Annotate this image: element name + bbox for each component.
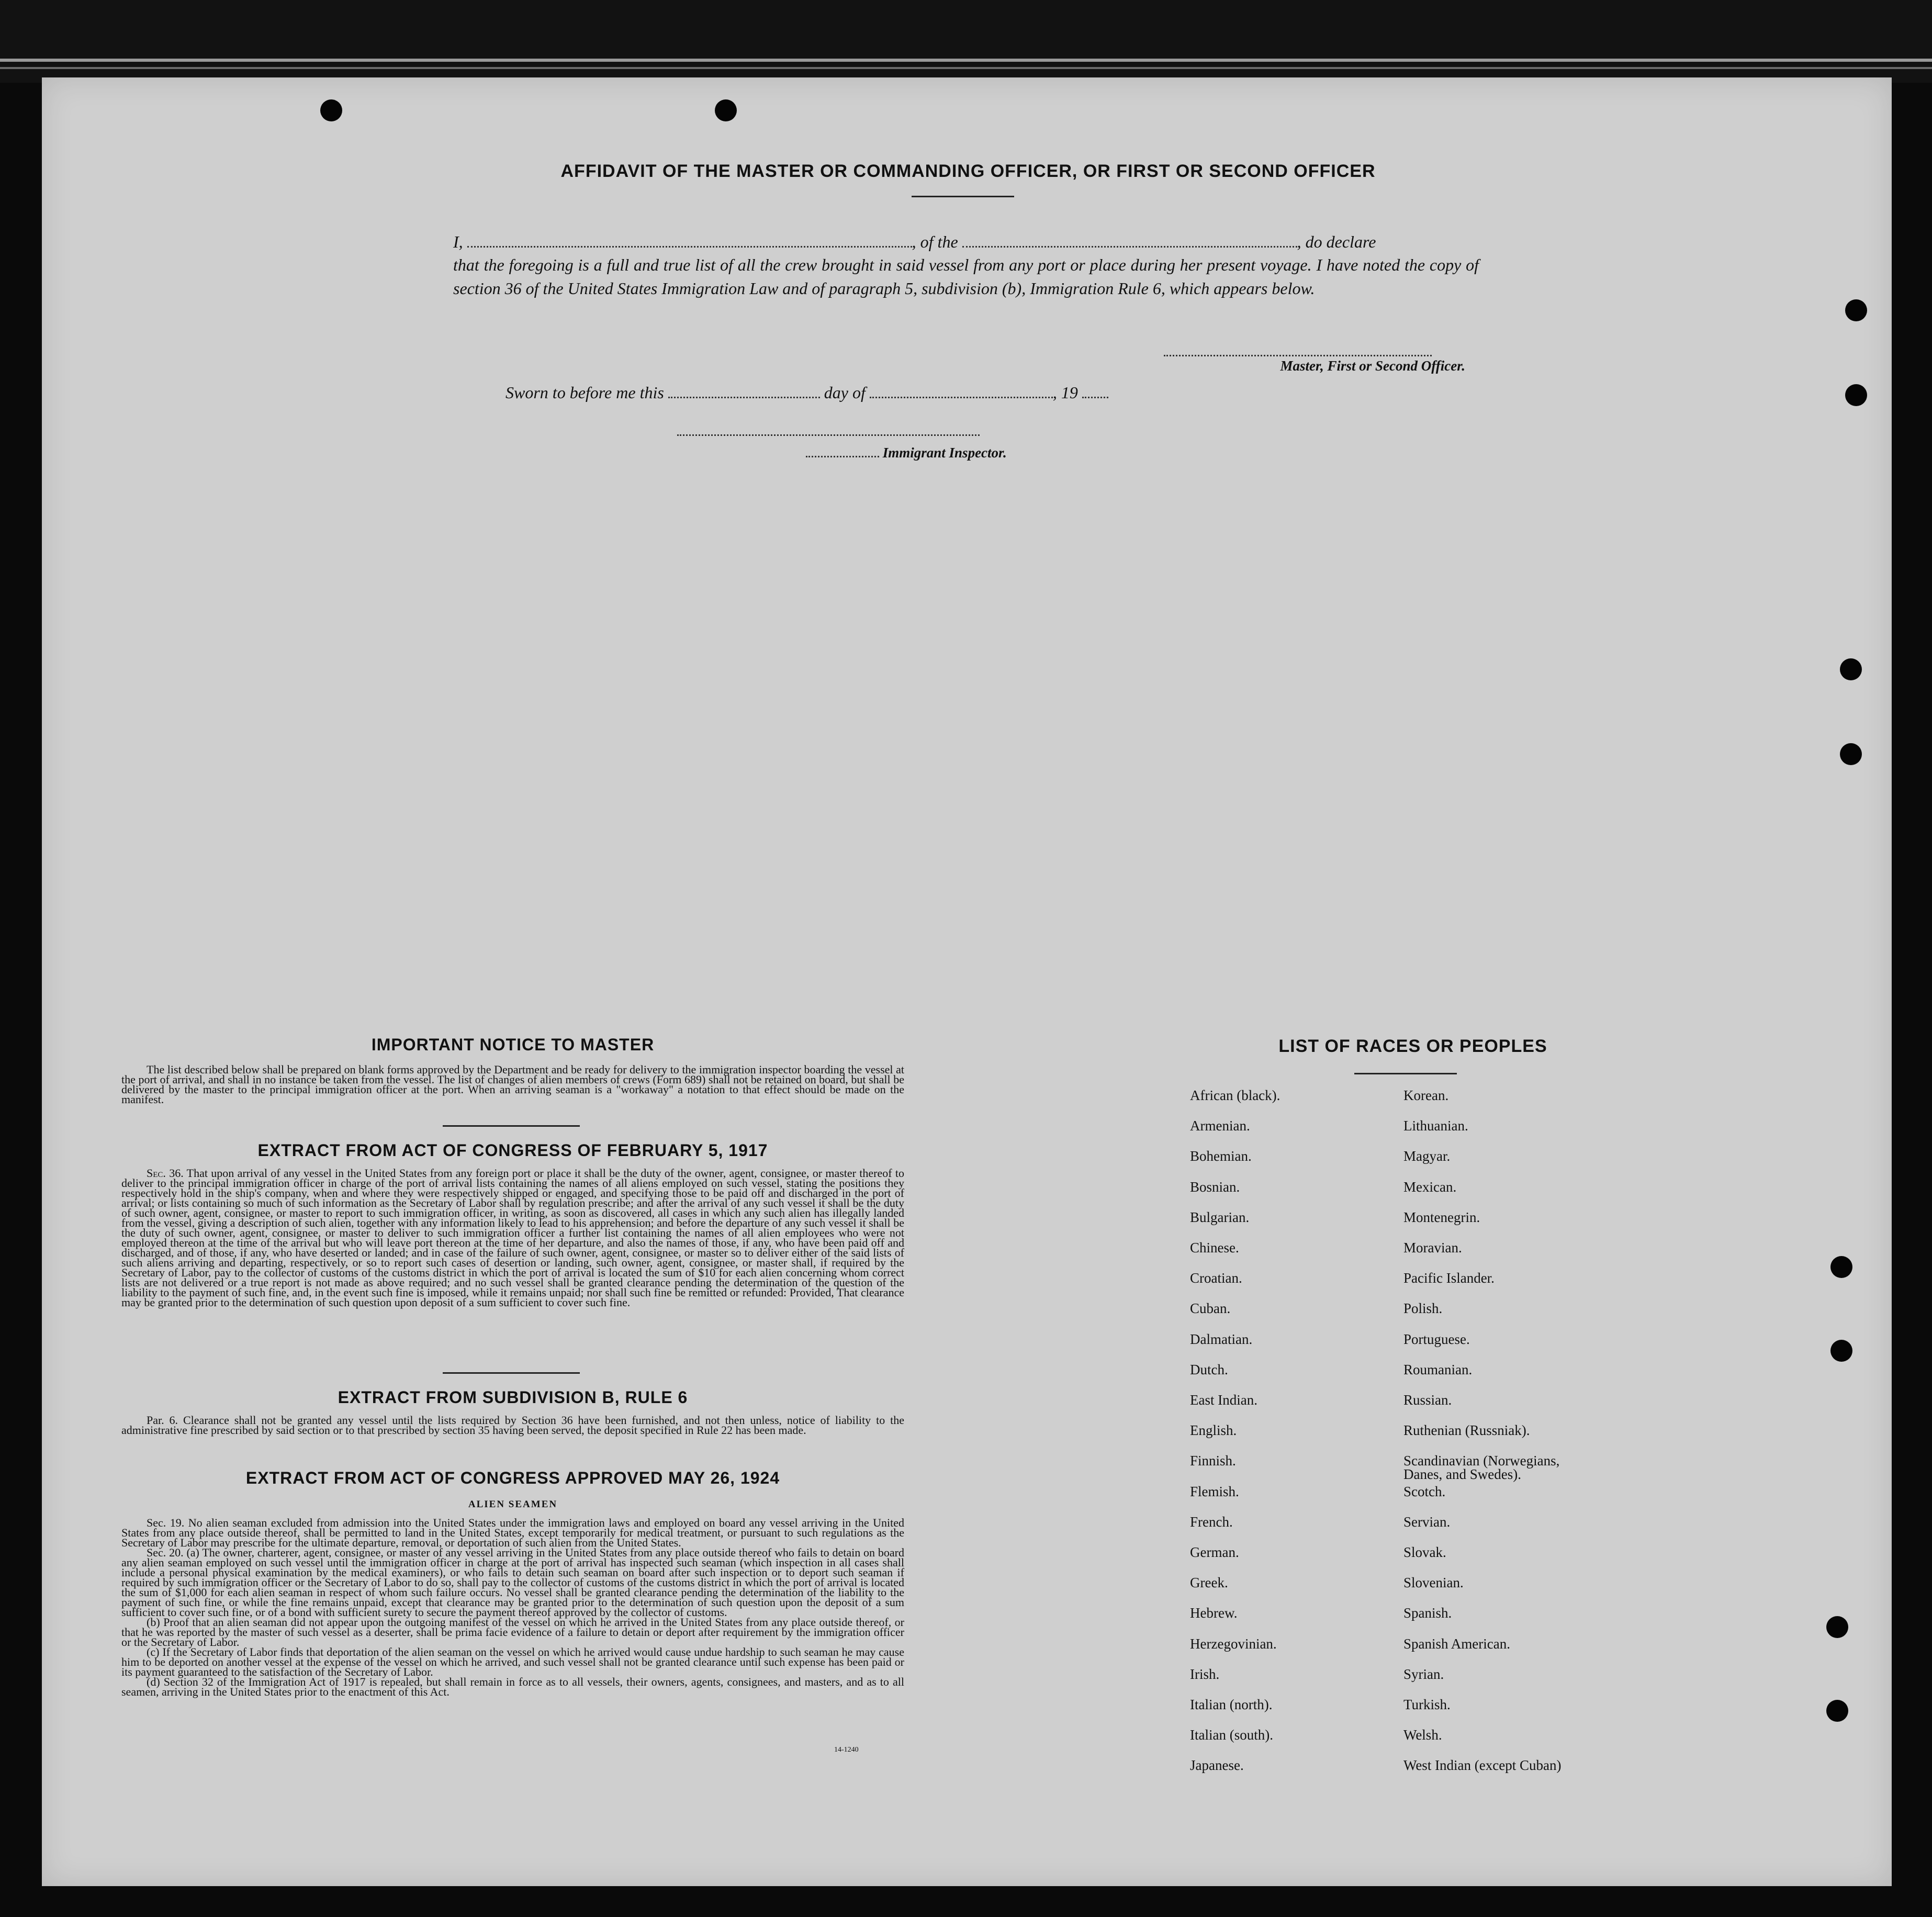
affidavit-declaration-line [453, 230, 1479, 252]
race-item: English. [1190, 1422, 1237, 1438]
inspector-dash [806, 445, 879, 457]
race-item: Ruthenian (Russniak). [1403, 1422, 1530, 1438]
race-item: East Indian. [1190, 1392, 1257, 1408]
race-item: Chinese. [1190, 1240, 1239, 1255]
race-item: Pacific Islander. [1403, 1270, 1495, 1286]
extract-1924-title: EXTRACT FROM ACT OF CONGRESS APPROVED MAY 26, 1924 [245, 1468, 780, 1487]
sworn-label: Sworn to before me this [506, 383, 664, 402]
of-the-label: , of the [912, 232, 958, 251]
race-item: Italian (south). [1190, 1727, 1273, 1743]
affidavit-title: AFFIDAVIT OF THE MASTER OR COMMANDING OFFICER, OR FIRST OR SECOND OFFICER [560, 161, 1376, 181]
do-declare-label: , do declare [1297, 232, 1376, 251]
alien-seamen-subtitle: ALIEN SEAMEN [468, 1499, 558, 1510]
sworn-day-field[interactable] [668, 381, 820, 398]
race-item: Finnish. [1190, 1453, 1236, 1468]
race-item: Polish. [1403, 1301, 1443, 1316]
race-item: Servian. [1403, 1514, 1451, 1530]
race-item: Armenian. [1190, 1118, 1250, 1134]
race-item: Lithuanian. [1403, 1118, 1468, 1134]
race-item: Scandinavian (Norwegians, Danes, and Swedes). [1403, 1453, 1560, 1482]
race-item: Magyar. [1403, 1148, 1451, 1164]
race-item: Roumanian. [1403, 1362, 1473, 1377]
notice-title: IMPORTANT NOTICE TO MASTER [371, 1035, 655, 1054]
race-item: Moravian. [1403, 1240, 1462, 1255]
extract-1917-body [121, 1168, 904, 1307]
race-item: Slovak. [1403, 1544, 1446, 1560]
race-item: West Indian (except Cuban) [1403, 1757, 1562, 1773]
race-item: African (black). [1190, 1088, 1280, 1103]
race-item: Spanish American. [1403, 1636, 1510, 1652]
race-item: Irish. [1190, 1666, 1220, 1682]
sec-19-paragraph: Sec. 19. No alien seaman excluded from admission into the United States under the immigration laws and employed on board any vessel arriving in the United States from any place outside thereof, shall be permitted to land in the United States, except temporarily for medical treatment, or pursuant to such regulations as the Secretary of Labor may prescribe for the ultimate departure, removal, or deportation of such alien from the United States. [121, 1516, 904, 1549]
race-item: Dalmatian. [1190, 1331, 1253, 1347]
vessel-name-field[interactable] [962, 230, 1297, 248]
race-item: Italian (north). [1190, 1697, 1273, 1712]
scanner-top-band [0, 0, 1932, 83]
form-number: 14-1240 [834, 1746, 859, 1754]
race-item: Russian. [1403, 1392, 1452, 1408]
affidavit-body: that the foregoing is a full and true list of all the crew brought in said vessel from any port or place during her present voyage. I have noted the copy of section 36 of the United States Immigration Law and of paragraph 5, subdivision (b), Immigration Rule 6, which appears below. [453, 255, 1479, 298]
sec-20a-paragraph: Sec. 20. (a) The owner, charterer, agent, consignee, or master of any vessel arriving in the United States from any place outside thereof who fails to detain on board any alien seaman employed on such vessel until the immigration officer in charge at the port of arrival has inspected such seaman (which inspection in all cases shall include a personal physical examination by the medical examiners), or who fails to detain such seaman on board after such inspection or to deport such seaman if required by such immigration officer or the Secretary of Labor to do so, shall pay to the collector of customs of the customs district in which the port of arrival is located the sum of $1,000 for each alien seaman in respect of whom such failure occurs. No vessel shall be granted clearance pending the determination of the liability to the payment of such fine, or while the fine remains unpaid, except that clearance may be granted prior to the determination of such question upon the deposit of a sum sufficient to cover such fine, or of a bond with sufficient surety to secure the payment thereof approved by the collector of customs. [121, 1546, 904, 1619]
races-title-rule [1354, 1073, 1457, 1074]
sworn-month-field[interactable] [870, 381, 1053, 398]
punch-hole [1840, 658, 1862, 680]
race-item: Montenegrin. [1403, 1209, 1480, 1225]
sworn-year-field[interactable] [1082, 381, 1108, 398]
race-item: Croatian. [1190, 1270, 1242, 1286]
extract-1917-title: EXTRACT FROM ACT OF CONGRESS OF FEBRUARY 5, 1917 [257, 1141, 768, 1160]
top-edge-rule [0, 59, 1932, 62]
section-rule [443, 1372, 580, 1374]
race-item: Bosnian. [1190, 1179, 1240, 1195]
extract-rule6-title: EXTRACT FROM SUBDIVISION B, RULE 6 [338, 1388, 688, 1407]
punch-hole [1830, 1340, 1852, 1362]
race-item: Bulgarian. [1190, 1209, 1250, 1225]
sec-36-label: Sec. 36. [147, 1167, 184, 1180]
race-item: Hebrew. [1190, 1605, 1238, 1621]
title-rule [912, 196, 1014, 197]
punch-hole [1826, 1700, 1848, 1722]
race-item: Greek. [1190, 1575, 1228, 1590]
race-item: Bohemian. [1190, 1148, 1252, 1164]
sec-36-text: That upon arrival of any vessel in the United States from any foreign port or place it shall be the duty of the owner, agent, consignee, or master thereof to deliver to the principal immigration officer in charge of the port of arrival lists containing the names of all aliens employed on such vessel, stating the positions they respectively hold in the ship's company, when and where they were respectively shipped or engaged, and specifying those to be paid off and discharged in the port of arrival; or lists containing so much of such information as the Secretary of Labor shall by regulation prescribe; and after the arrival of any such vessel it shall be the duty of such owner, agent, consignee, or master to report to such immigration officer, in writing, as soon as discovered, all cases in which any such alien has illegally landed from the vessel, giving a description of such alien, together with any information likely to lead to his apprehension; and before the departure of any such vessel it shall be the duty of such owner, agent, consignee, or master to deliver to such immigration officer a further list containing the names of all alien employees who were not employed thereon at the time of the arrival but who will leave port thereon at the time of her departure, and also the names of those, if any, who have been paid off and discharged, and of those, if any, who have deserted or landed; and in case of the failure of such owner, agent, consignee, or master so to deliver either of the said lists of such aliens arriving and departing, respectively, or so to report such cases of desertion or landing, such owner, agent, consignee, or master shall, if required by the Secretary of Labor, pay to the collector of customs of the customs district in which the port of arrival is located the sum of $10 for each alien concerning whom correct lists are not delivered or a true report is not made as above required; and no such vessel shall be granted clearance pending the determination of the question of the liability to the payment of such fine, and, in the event such fine is imposed, while it remains unpaid; nor shall such fine be remitted or refunded: Provided, That clearance may be granted prior to the determination of such question upon deposit of a sum sufficient to cover such fine. [121, 1167, 905, 1309]
punch-hole [1830, 1256, 1852, 1278]
extract-1924-body [121, 1518, 904, 1697]
race-item: Japanese. [1190, 1757, 1244, 1773]
punch-hole [1840, 743, 1862, 765]
declarant-name-field[interactable] [467, 230, 912, 248]
race-item: German. [1190, 1544, 1239, 1560]
race-item: Portuguese. [1403, 1331, 1470, 1347]
punch-hole [715, 99, 737, 121]
race-item: Mexican. [1403, 1179, 1457, 1195]
master-signature-line[interactable] [1164, 355, 1432, 356]
race-item: Dutch. [1190, 1362, 1228, 1377]
top-edge-rule-2 [0, 67, 1932, 69]
year-label: , 19 [1052, 383, 1078, 402]
inspector-label: Immigrant Inspector. [882, 445, 1007, 461]
master-signature-label: Master, First or Second Officer. [1280, 358, 1465, 374]
punch-hole [1826, 1616, 1848, 1638]
race-item: Scotch. [1403, 1484, 1446, 1499]
extract-rule6-body: Par. 6. Clearance shall not be granted any vessel until the lists required by Section 36 have been furnished, and not then unless, notice of liability to the administrative fine prescribed by said section or to that prescribed by section 35 having been served, the deposit specified in Rule 22 has been made. [121, 1414, 904, 1437]
inspector-signature-label [806, 445, 1047, 461]
race-item: Syrian. [1403, 1666, 1444, 1682]
race-item: Welsh. [1403, 1727, 1442, 1743]
race-item: Flemish. [1190, 1484, 1239, 1499]
races-title: LIST OF RACES OR PEOPLES [1278, 1036, 1547, 1056]
sec-20d-paragraph: (d) Section 32 of the Immigration Act of 1917 is repealed, but shall remain in force as to all vessels, their owners, agents, consignees, and masters, and as to all seamen, arriving in the United States prior to the enactment of this Act. [121, 1675, 904, 1698]
inspector-signature-line[interactable] [677, 434, 980, 436]
sworn-line [506, 381, 1238, 402]
day-of-label: day of [824, 383, 866, 402]
race-item: French. [1190, 1514, 1233, 1530]
section-rule [443, 1125, 580, 1127]
punch-hole [1845, 299, 1867, 321]
notice-body: The list described below shall be prepared on blank forms approved by the Department and be ready for delivery to the immigration inspector boarding the vessel at the port of arrival, and shall in no instance be taken from the vessel. The list of changes of alien members of crews (Form 689) shall not be retained on board, but shall be delivered by the master to the principal immigration officer at the port. When an arriving seaman is a "workaway" a notation to that effect should be made on the manifest. [121, 1063, 904, 1106]
race-item: Spanish. [1403, 1605, 1452, 1621]
punch-hole [1845, 384, 1867, 406]
race-item: Herzegovinian. [1190, 1636, 1277, 1652]
declarant-label: I, [453, 232, 463, 251]
race-item: Korean. [1403, 1088, 1449, 1103]
race-item: Turkish. [1403, 1697, 1451, 1712]
sec-20b-paragraph: (b) Proof that an alien seaman did not appear upon the outgoing manifest of the vessel on which he arrived in the United States from any place outside thereof, or that he was reported by the master of such vessel as a deserter, shall be prima facie evidence of a failure to detain or deport after requirement by the immigration officer or the Secretary of Labor. [121, 1616, 904, 1649]
punch-hole [320, 99, 342, 121]
sec-20c-paragraph: (c) If the Secretary of Labor finds that deportation of the alien seaman on the vessel on which he arrived would cause undue hardship to such seaman he may cause him to be deported on another vessel at the expense of the vessel on which he arrived, and such vessel shall not be granted clearance until such expense has been paid or its payment guaranteed to the satisfaction of the Secretary of Labor. [121, 1645, 904, 1678]
race-item: Slovenian. [1403, 1575, 1464, 1590]
race-item: Cuban. [1190, 1301, 1231, 1316]
